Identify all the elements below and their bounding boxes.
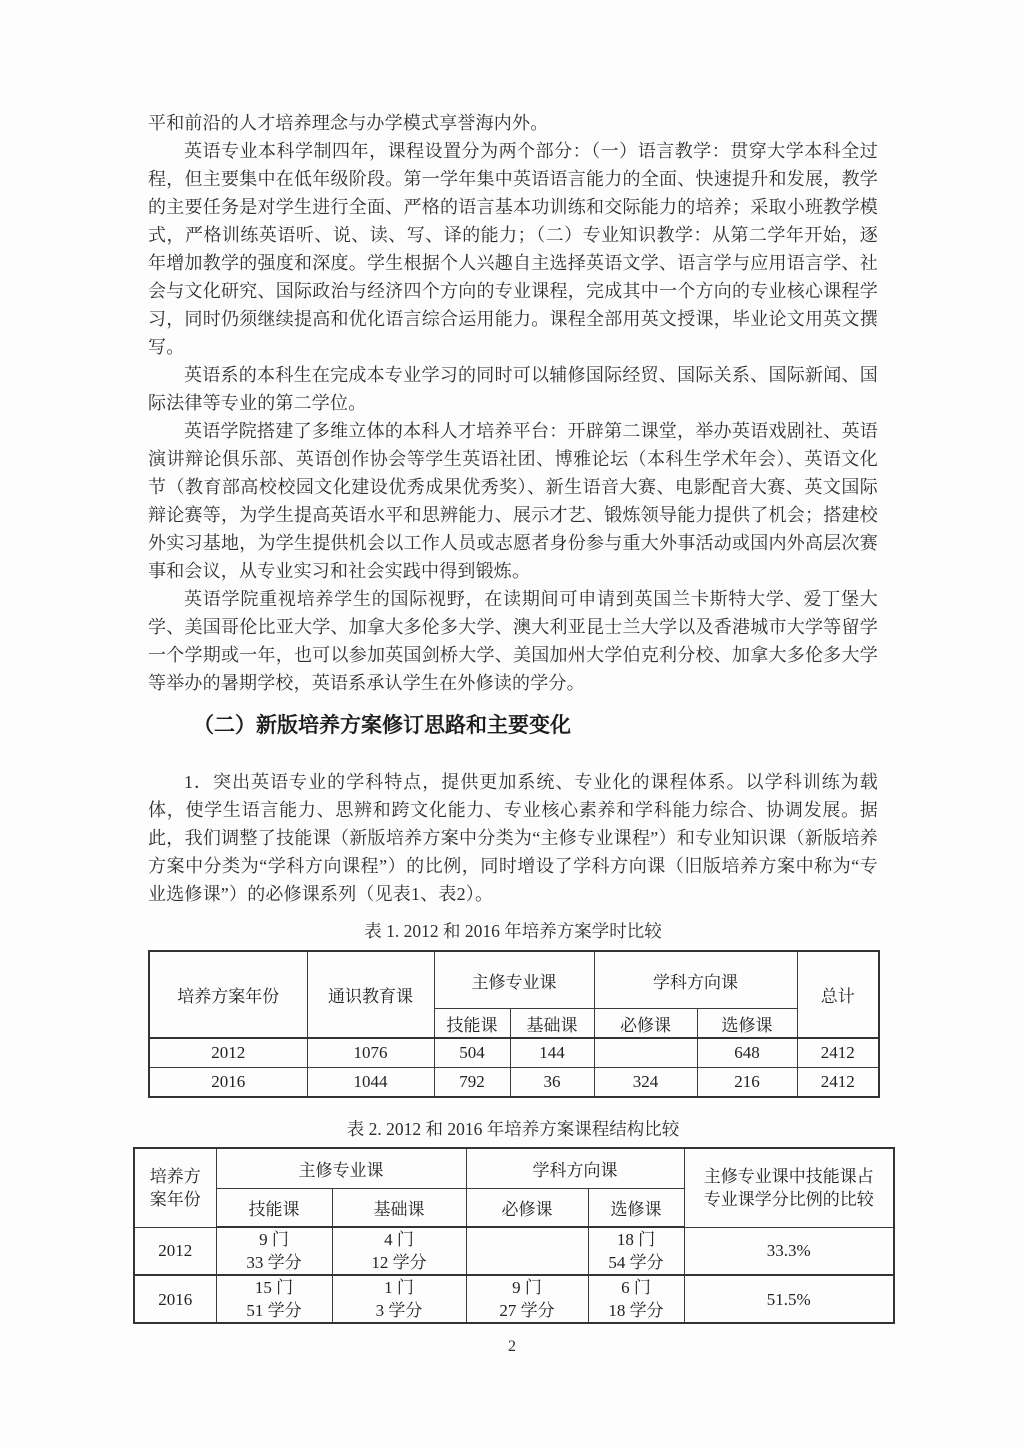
body-paragraph: 英语系的本科生在完成本专业学习的同时可以辅修国际经贸、国际关系、国际新闻、国际法律等专业的第二学位。: [148, 365, 878, 413]
t2-subheader-skill: 技能课: [216, 1189, 332, 1228]
t2-header-ratio-line1: 主修专业课中技能课占: [703, 1166, 874, 1186]
t2-subheader-basic: 基础课: [332, 1189, 466, 1228]
section-heading: （二）新版培养方案修订思路和主要变化: [193, 714, 571, 737]
table-cell: 2016: [149, 1068, 307, 1098]
table-row: [134, 1275, 894, 1323]
t1-header-general-education: 通识教育课: [307, 951, 434, 1038]
cell-line: 9 门: [259, 1230, 289, 1249]
t1-subheader-basic: 基础课: [510, 1009, 594, 1039]
cell-line: 51 学分: [246, 1301, 302, 1320]
table-cell: [588, 1275, 684, 1323]
t2-subheader-required: 必修课: [466, 1189, 588, 1228]
cell-line: 18 学分: [608, 1301, 664, 1320]
table-cell: [466, 1275, 588, 1323]
table-cell-empty: [594, 1038, 697, 1068]
page-body: [148, 109, 878, 1324]
table-cell-ratio: 33.3%: [684, 1227, 894, 1275]
t1-header-year: 培养方案年份: [149, 951, 307, 1038]
table-row: [134, 1227, 894, 1275]
t1-subheader-elective: 选修课: [697, 1009, 797, 1039]
table-cell: 2412: [797, 1068, 879, 1098]
table-study-hours-comparison: [148, 950, 880, 1098]
table1-caption: 表 1. 2012 和 2016 年培养方案学时比较: [364, 921, 662, 941]
cell-line: 4 门: [384, 1230, 414, 1249]
table-cell: 1044: [307, 1068, 434, 1098]
table-cell: 2412: [797, 1038, 879, 1068]
table-cell: 36: [510, 1068, 594, 1098]
table-course-structure-comparison: [133, 1147, 895, 1324]
cell-line: 3 学分: [375, 1301, 423, 1320]
cell-line: 27 学分: [499, 1301, 555, 1320]
table-cell: 792: [434, 1068, 510, 1098]
cell-line: 33 学分: [246, 1253, 302, 1272]
cell-line: 12 学分: [371, 1253, 427, 1272]
table-cell: [332, 1227, 466, 1275]
table-cell: 216: [697, 1068, 797, 1098]
table-cell: [216, 1227, 332, 1275]
t1-subheader-skill: 技能课: [434, 1009, 510, 1039]
table-row: [149, 1038, 879, 1068]
table-cell: [588, 1227, 684, 1275]
table-cell: 144: [510, 1038, 594, 1068]
table-row: [149, 1068, 879, 1098]
cell-line: 54 学分: [608, 1253, 664, 1272]
table-cell-year: 2012: [134, 1227, 216, 1275]
t1-header-total: 总计: [797, 951, 879, 1038]
table-cell: 324: [594, 1068, 697, 1098]
cell-line: 15 门: [254, 1278, 294, 1297]
body-paragraph: 英语学院搭建了多维立体的本科人才培养平台：开辟第二课堂，举办英语戏剧社、英语演讲辩论俱乐部、英语创作协会等学生英语社团、博雅论坛（本科生学术年会）、英语文化节（教育部高校校园文化建设优秀成果优秀奖）、新生语音大赛、电影配音大赛、英文国际辩论赛等，为学生提高英语水平和思辨能力、展示才艺、锻炼领导能力提供了机会；搭建校外实习基地，为学生提供机会以工作人员或志愿者身份参与重大外事活动或国内外高层次赛事和会议，从专业实习和社会实践中得到锻炼。: [148, 421, 878, 581]
cell-line: 1 门: [384, 1278, 414, 1297]
table-cell-year: 2016: [134, 1275, 216, 1323]
t2-header-ratio-line2: 专业课学分比例的比较: [703, 1189, 874, 1209]
body-paragraph: 英语学院重视培养学生的国际视野，在读期间可申请到英国兰卡斯特大学、爱丁堡大学、美国哥伦比亚大学、加拿大多伦多大学、澳大利亚昆士兰大学以及香港城市大学等留学一个学期或一年，也可以参加英国剑桥大学、美国加州大学伯克利分校、加拿大多伦多大学等举办的暑期学校，英语系承认学生在外修读的学分。: [148, 589, 878, 693]
t2-header-ratio: [684, 1148, 894, 1227]
table-cell: 1076: [307, 1038, 434, 1068]
table-cell-ratio: 51.5%: [684, 1275, 894, 1323]
table-cell: [216, 1275, 332, 1323]
table-cell: 2012: [149, 1038, 307, 1068]
t1-header-major-courses: 主修专业课: [434, 951, 594, 1009]
cell-line: 9 门: [512, 1278, 542, 1297]
table2-caption: 表 2. 2012 和 2016 年培养方案课程结构比较: [346, 1119, 680, 1139]
table-cell: 504: [434, 1038, 510, 1068]
t1-subheader-required: 必修课: [594, 1009, 697, 1039]
body-paragraph: 平和前沿的人才培养理念与办学模式享誉海内外。: [148, 113, 549, 133]
t1-header-direction-courses: 学科方向课: [594, 951, 797, 1009]
t2-header-year-line1: 培养方: [149, 1166, 201, 1186]
t2-header-major-courses: 主修专业课: [216, 1148, 466, 1189]
t2-header-year: [134, 1148, 216, 1227]
body-paragraph: 英语专业本科学制四年，课程设置分为两个部分：（一）语言教学：贯穿大学本科全过程，但主要集中在低年级阶段。第一学年集中英语语言能力的全面、快速提升和发展，教学的主要任务是对学生进行全面、严格的语言基本功训练和交际能力的培养；采取小班教学模式，严格训练英语听、说、读、写、译的能力；（二）专业知识教学：从第二学年开始，逐年增加教学的强度和深度。学生根据个人兴趣自主选择英语文学、语言学与应用语言学、社会与文化研究、国际政治与经济四个方向的专业课程，完成其中一个方向的专业核心课程学习，同时仍须继续提高和优化语言综合运用能力。课程全部用英文授课，毕业论文用英文撰写。: [148, 141, 878, 357]
table-cell: [332, 1275, 466, 1323]
t2-subheader-elective: 选修课: [588, 1189, 684, 1228]
table-cell: 648: [697, 1038, 797, 1068]
cell-line: 6 门: [621, 1278, 651, 1297]
page-number: 2: [508, 1338, 516, 1355]
table-cell-empty: [466, 1227, 588, 1275]
t2-header-direction-courses: 学科方向课: [466, 1148, 684, 1189]
t2-header-year-line2: 案年份: [149, 1189, 201, 1209]
cell-line: 18 门: [616, 1230, 656, 1249]
body-paragraph: 1．突出英语专业的学科特点，提供更加系统、专业化的课程体系。以学科训练为载体，使学生语言能力、思辨和跨文化能力、专业核心素养和学科能力综合、协调发展。据此，我们调整了技能课（新版培养方案中分类为“主修专业课程”）和专业知识课（新版培养方案中分类为“学科方向课程”）的比例，同时增设了学科方向课（旧版培养方案中称为“专业选修课”）的必修课系列（见表1、表2）。: [148, 772, 878, 904]
